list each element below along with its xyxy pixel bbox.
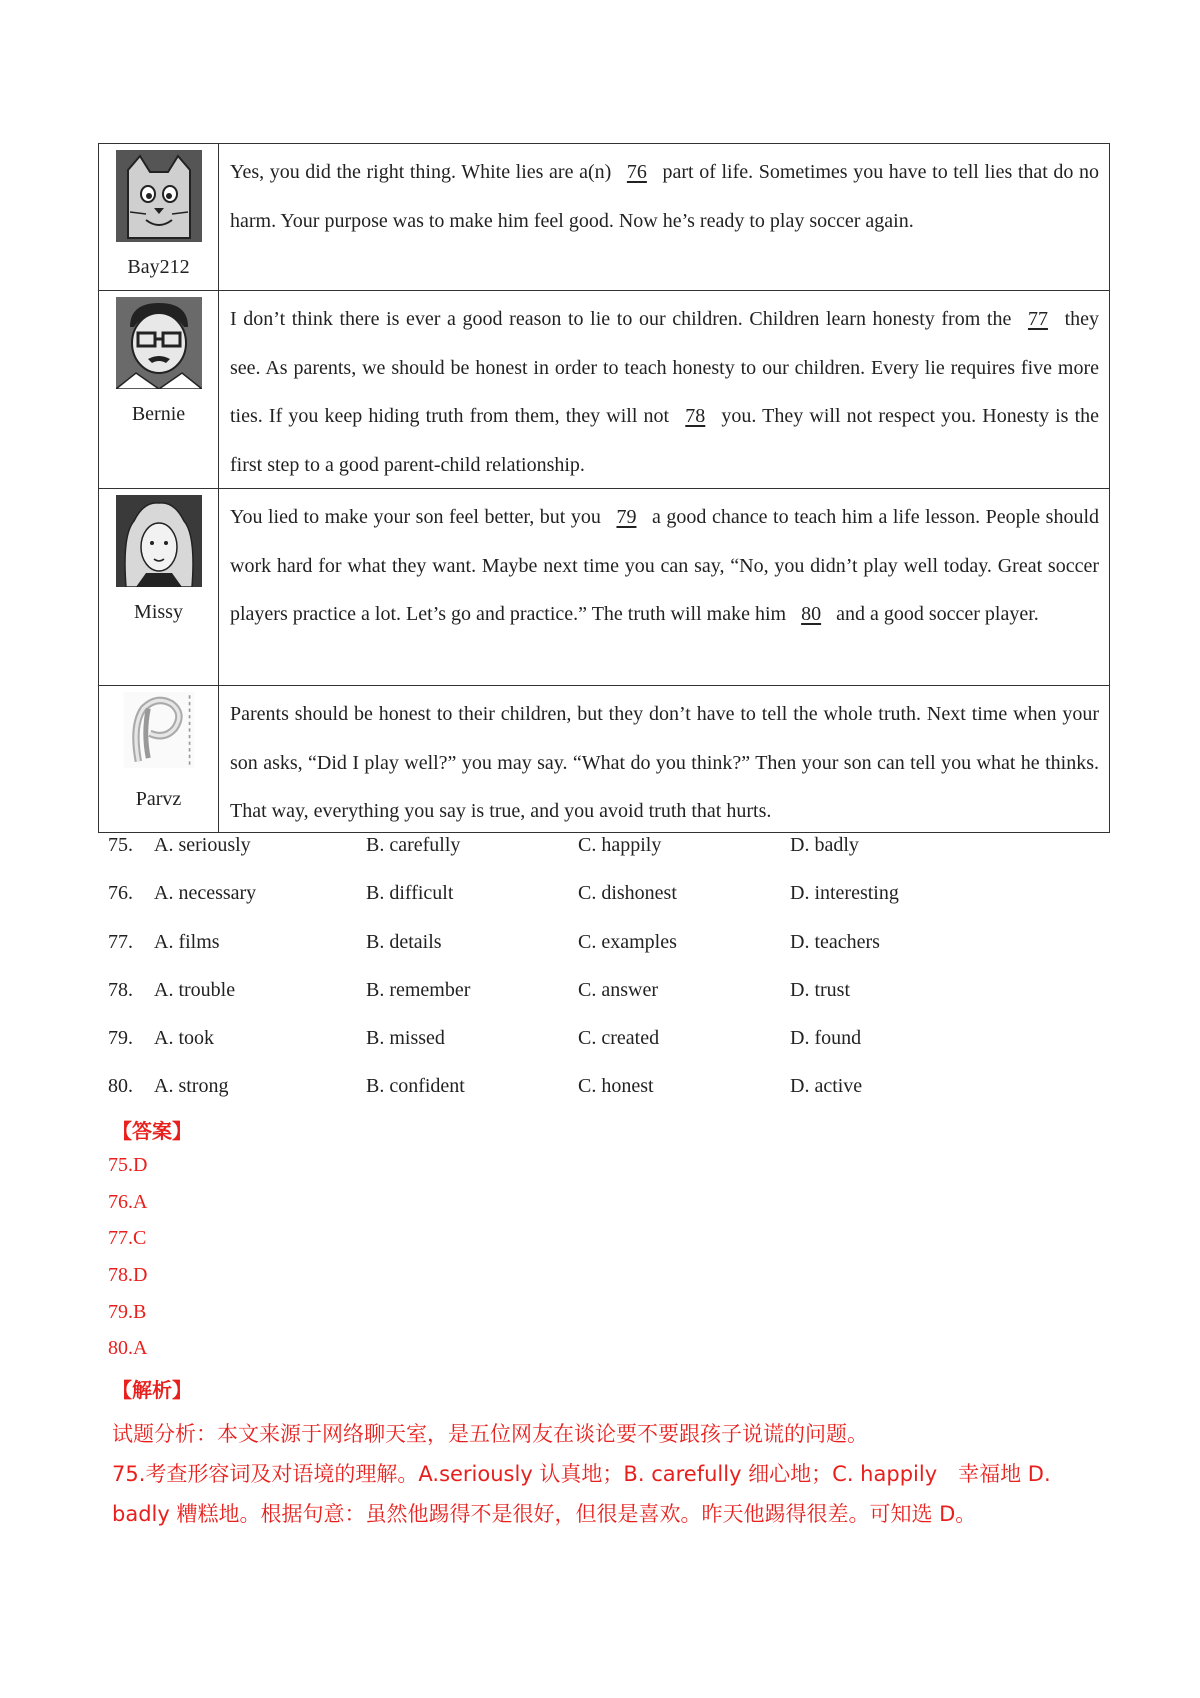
analysis-75: 75.考查形容词及对语境的理解。A.seriously 认真地；B. carefully 细心地；C. happily 幸福地 D. badly 糟糕地。根据句意：虽然他踢得不是很好，但很是喜欢。昨天他踢得很差。可知选 D。 (112, 1462, 1051, 1526)
blank-80: 80 (801, 603, 822, 625)
answer-item: 75.D (108, 1154, 148, 1176)
question-row: 78. A. trouble B. remember C. answer D. trust (108, 979, 990, 1027)
option-b: B. difficult (366, 882, 454, 905)
option-a: A. films (154, 930, 220, 953)
blank-76: 76 (626, 161, 647, 183)
answer-item: 80.A (108, 1337, 148, 1360)
post-text: Yes, you did the right thing. White lies are a(n) 76 part of life. Sometimes you have to tell lies that do no harm. Your purpose was to make him feel good. Now he’s ready to play soccer again. (219, 144, 1109, 290)
option-a: A. took (154, 1027, 214, 1050)
cat-avatar-icon (116, 150, 202, 242)
answer-options (108, 834, 990, 1124)
username: Bay212 (127, 256, 190, 278)
answer-item: 78.D (108, 1264, 148, 1287)
answer-heading: 【答案】 (112, 1119, 192, 1143)
blank-79: 79 (616, 506, 637, 528)
question-row: 79. A. took B. missed C. created D. found (108, 1027, 990, 1075)
option-d: D. interesting (790, 882, 899, 905)
post-text: Parents should be honest to their children, but they don’t have to tell the whole truth. Next time when your son asks, “Did I play well?” you may say. “What do you think?” Then your son can tell you what he thinks. That way, everything you say is true, and you avoid truth that hurts. (230, 703, 1099, 822)
forum-post (99, 488, 1109, 685)
post-user-cell (99, 291, 219, 488)
option-a: A. trouble (154, 978, 236, 1001)
option-d: D. badly (790, 834, 859, 856)
option-d: D. teachers (790, 930, 880, 953)
blank-78: 78 (685, 405, 706, 427)
username: Missy (134, 601, 183, 623)
analysis-heading: 【解析】 (112, 1378, 192, 1402)
analysis-intro: 试题分析：本文来源于网络聊天室，是五位网友在谈论要不要跟孩子说谎的问题。 (112, 1422, 868, 1446)
option-b: B. confident (366, 1075, 465, 1098)
analysis-text (112, 1414, 1112, 1534)
question-row: 76. A. necessary B. difficult C. dishonest D. interesting (108, 882, 990, 930)
woman-avatar-icon (111, 495, 207, 587)
option-b: B. missed (366, 1027, 445, 1050)
answer-item: 79.B (108, 1300, 147, 1323)
answer-list (108, 1154, 147, 1374)
option-a: A. seriously (154, 834, 251, 856)
username: Parvz (135, 788, 182, 810)
option-c: C. honest (578, 1075, 654, 1098)
man-with-glasses-avatar-icon (116, 297, 202, 389)
post-text: I don’t think there is ever a good reason to lie to our children. Children learn honesty from the 77 they see. As parents, we should be honest in order to teach honesty to our children. Every lie requires five more ties. If you keep hiding truth from them, they will not 78 you. They will not respect you. Honesty is the first step to a good parent-child relationship. (219, 291, 1109, 488)
option-c: C. dishonest (578, 882, 677, 905)
option-a: A. necessary (154, 882, 257, 905)
option-b: B. carefully (366, 834, 461, 856)
forum-post (99, 144, 1109, 290)
option-c: C. answer (578, 978, 658, 1001)
post-user-cell (99, 686, 219, 832)
post-user-cell (99, 144, 219, 290)
blank-77: 77 (1027, 308, 1048, 330)
option-d: D. active (790, 1075, 863, 1098)
forum-post (99, 290, 1109, 488)
option-b: B. remember (366, 978, 471, 1001)
answer-item: 76.A (108, 1190, 148, 1213)
option-a: A. strong (154, 1075, 229, 1098)
forum-post (99, 685, 1109, 832)
option-c: C. examples (578, 930, 677, 953)
post-text: You lied to make your son feel better, but you 79 a good chance to teach him a life lesson. People should work hard for what they want. Maybe next time you can say, “No, you didn’t play well today. Great soccer players practice a lot. Let’s go and practice.” The truth will make him 80 and a good soccer player. (219, 489, 1109, 685)
answer-item: 77.C (108, 1227, 147, 1250)
option-d: D. trust (790, 978, 850, 1001)
option-c: C. created (578, 1027, 660, 1050)
question-row: 75. A. seriously B. carefully C. happily D. badly (108, 834, 990, 882)
letter-p-avatar-icon (123, 692, 195, 768)
forum-table (98, 143, 1110, 833)
option-c: C. happily (578, 834, 662, 856)
question-row: 80. A. strong B. confident C. honest D. active (108, 1075, 990, 1123)
post-user-cell (99, 489, 219, 685)
option-b: B. details (366, 930, 442, 953)
option-d: D. found (790, 1027, 862, 1050)
username: Bernie (131, 403, 186, 425)
question-row: 77. A. films B. details C. examples D. teachers (108, 931, 990, 979)
